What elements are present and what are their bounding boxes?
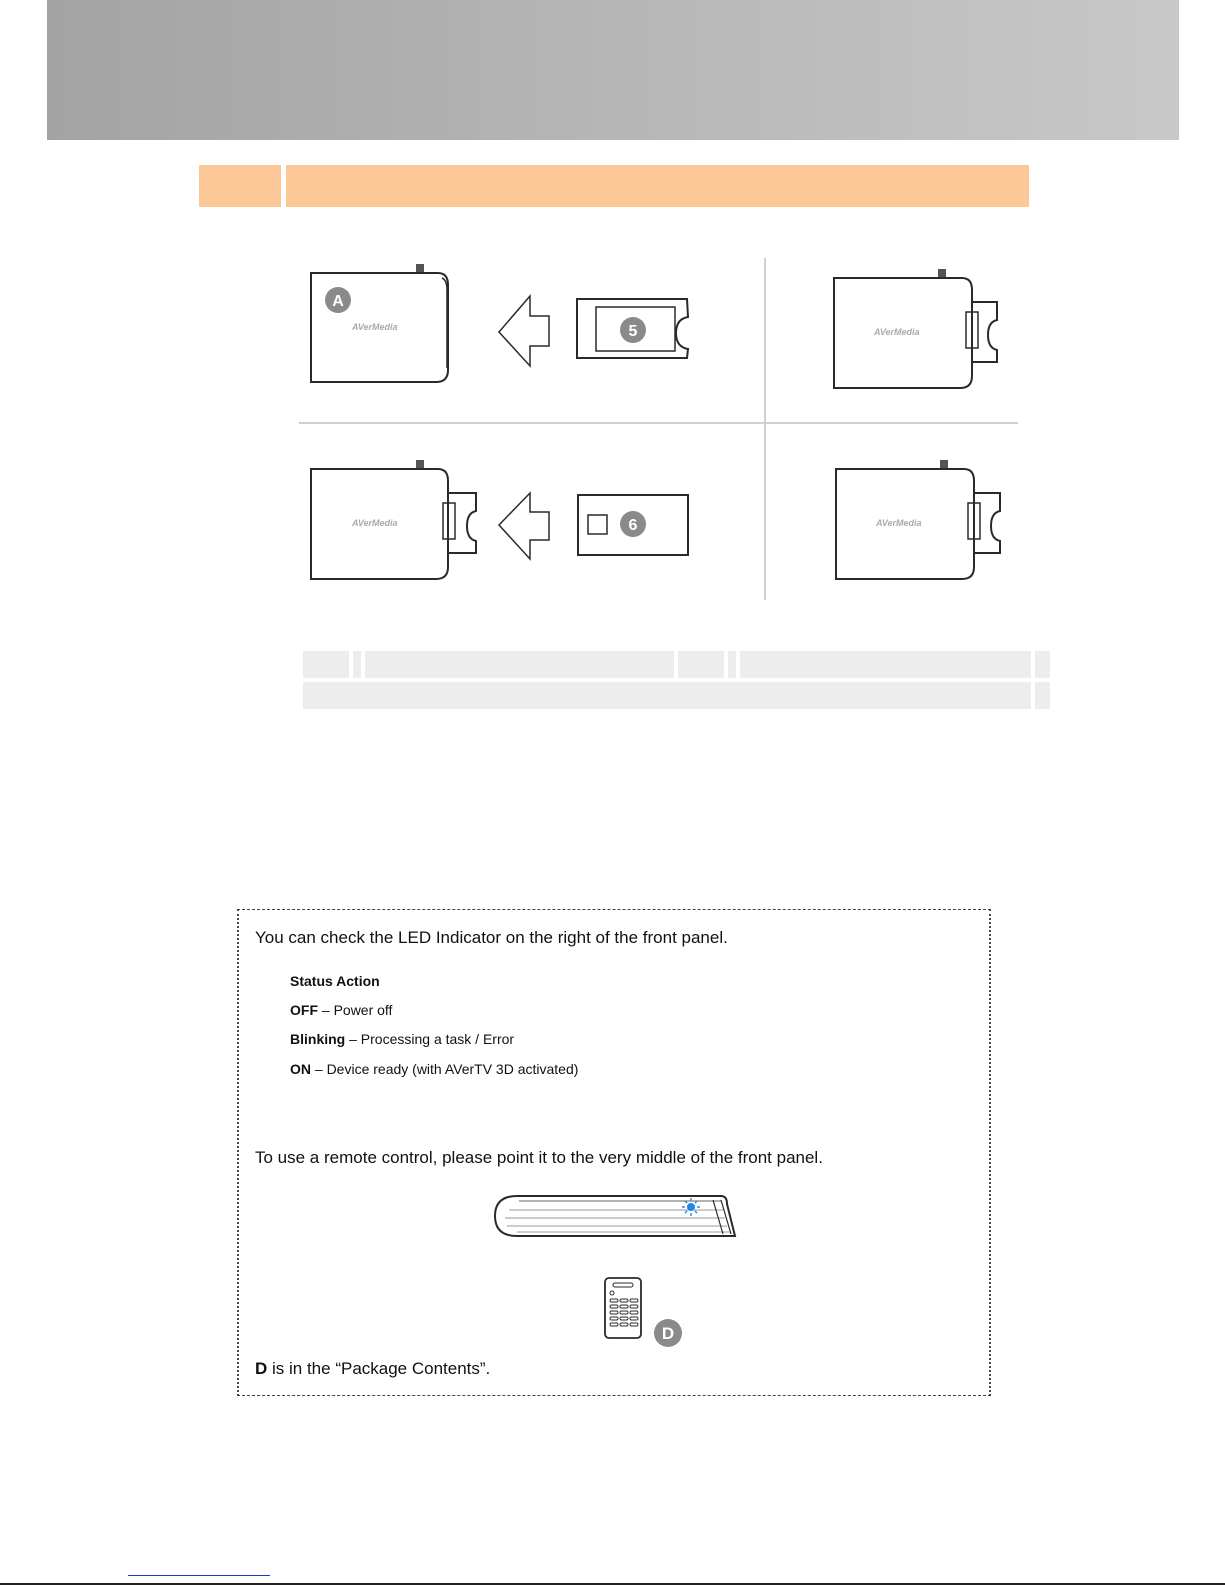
ci-module-illustration bbox=[577, 299, 688, 358]
led-status: OFF bbox=[290, 1002, 318, 1018]
steps-table bbox=[303, 651, 1050, 709]
front-panel-illustration bbox=[491, 1190, 741, 1250]
table-cell bbox=[303, 651, 349, 678]
note-rest: is in the “Package Contents”. bbox=[267, 1359, 491, 1378]
led-intro: You can check the LED Indicator on the right of the front panel. bbox=[255, 928, 728, 947]
device-illustration-4 bbox=[836, 460, 1000, 579]
led-state-on bbox=[290, 1061, 578, 1077]
table-cell bbox=[728, 651, 736, 678]
led-state-off bbox=[290, 1002, 392, 1018]
device-illustration-2 bbox=[834, 269, 997, 388]
badge-a: A bbox=[332, 293, 344, 310]
brand-logo: AVerMedia bbox=[874, 327, 920, 337]
badge-d-icon bbox=[652, 1317, 684, 1349]
footer-link-underline[interactable] bbox=[128, 1575, 270, 1576]
note-bold: D bbox=[255, 1359, 268, 1378]
led-status: ON bbox=[290, 1061, 311, 1077]
device-illustration-3 bbox=[311, 460, 476, 579]
led-table-header: Status Action bbox=[290, 973, 380, 989]
table-cell bbox=[353, 651, 361, 678]
table-cell bbox=[678, 651, 724, 678]
led-status: Blinking bbox=[290, 1031, 346, 1047]
led-action: – Device ready (with AVerTV 3D activated) bbox=[314, 1061, 579, 1077]
arrow-left-icon-1 bbox=[499, 296, 549, 366]
remote-intro: To use a remote control, please point it to the very middle of the front panel. bbox=[255, 1148, 823, 1167]
package-contents-note bbox=[255, 1359, 490, 1379]
brand-logo: AVerMedia bbox=[876, 518, 922, 528]
led-action: – Processing a task / Error bbox=[349, 1031, 515, 1047]
table-cell bbox=[740, 651, 1031, 678]
table-cell bbox=[303, 682, 1031, 709]
led-action: – Power off bbox=[321, 1002, 393, 1018]
brand-logo: AVerMedia bbox=[352, 518, 398, 528]
badge-d: D bbox=[661, 1324, 675, 1343]
led-state-blinking bbox=[290, 1031, 514, 1047]
table-row bbox=[303, 651, 1050, 678]
table-cell bbox=[1035, 651, 1050, 678]
remote-control-icon bbox=[603, 1274, 651, 1342]
badge-5: 5 bbox=[628, 323, 638, 340]
brand-logo: AVerMedia bbox=[352, 322, 398, 332]
smart-card-illustration bbox=[578, 495, 688, 555]
table-cell bbox=[1035, 682, 1050, 709]
arrow-left-icon-2 bbox=[499, 493, 549, 559]
note-box bbox=[237, 909, 991, 1396]
device-illustration-1 bbox=[311, 264, 448, 382]
installation-figure bbox=[0, 0, 1225, 620]
badge-6: 6 bbox=[628, 517, 638, 534]
table-cell bbox=[365, 651, 674, 678]
table-row bbox=[303, 682, 1050, 709]
